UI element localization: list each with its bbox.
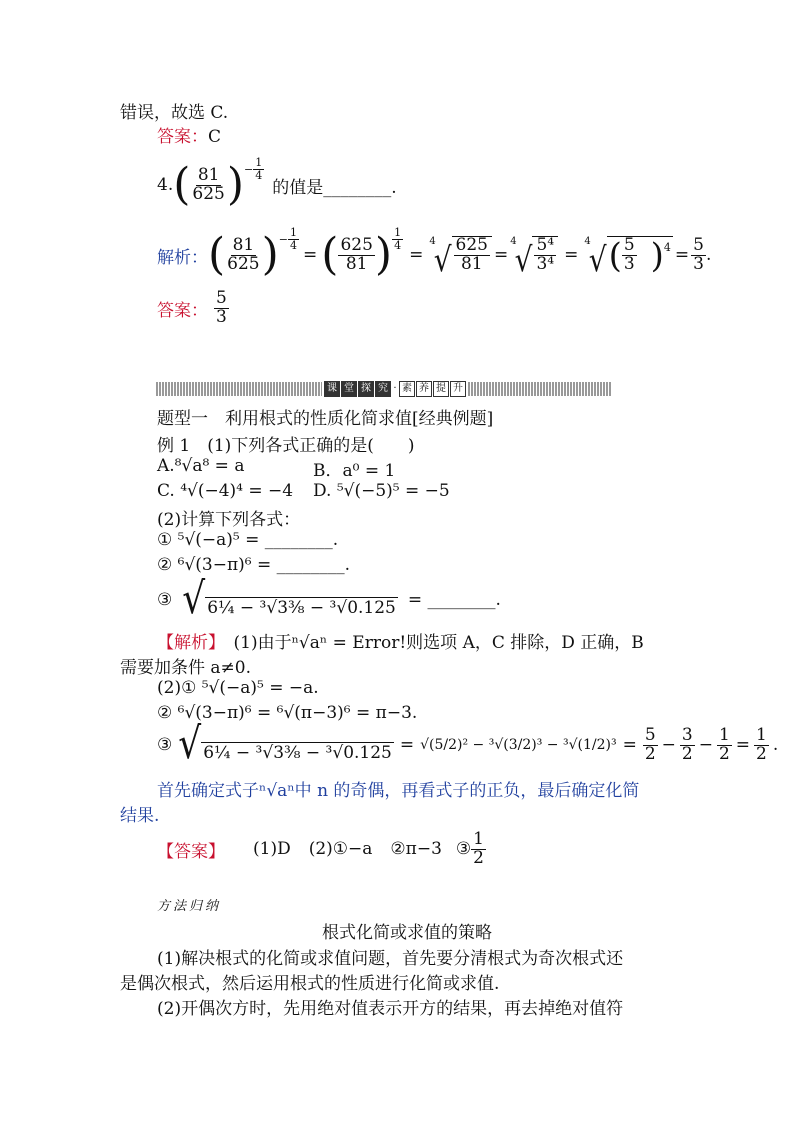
question-tail: 的值是________.	[272, 177, 397, 198]
example-question-1: 例 1 (1)下列各式正确的是( )	[157, 436, 415, 456]
method-title: 根式化简或求值的策略	[322, 923, 492, 943]
answer-line	[157, 122, 221, 147]
banner-char: 提	[433, 381, 449, 397]
math-term: $\frac{1}{2}$	[718, 724, 730, 764]
example-question-2: (2)计算下列各式：	[157, 510, 301, 530]
note-line-1: 首先确定式子ⁿ√aⁿ中 n 的奇偶，再看式子的正负，最后确定化简	[157, 781, 640, 801]
answer-value: C	[208, 127, 222, 147]
option-a: A.⁸√a⁸ = a	[157, 456, 245, 476]
solution-step-2: ② ⁶√(3−π)⁶ = ⁶√(π−3)⁶ = π−3.	[157, 703, 418, 723]
banner-char: 课	[324, 381, 340, 397]
solution-step-1: (2)① ⁵√(−a)⁵ = −a.	[157, 678, 319, 698]
answer-4: 答案： $\frac{5}{3}$	[157, 287, 227, 327]
section-banner-label	[322, 380, 468, 398]
exponent: − $\frac{1}{4}$	[244, 155, 263, 182]
method-tag: 方法归纳	[157, 899, 222, 914]
math-term: $\frac{5}{2}$	[644, 724, 656, 764]
question-number: 4.	[157, 175, 174, 195]
answer-label: 答案：	[157, 127, 208, 147]
banner-char: ·	[393, 383, 397, 394]
banner-char: 探	[358, 381, 374, 397]
method-p1-line2: 是偶次根式，然后运用根式的性质进行化简或求值.	[120, 974, 500, 994]
math-term: $\frac{3}{2}$	[681, 724, 693, 764]
math-term: $\frac{1}{2}$	[756, 724, 767, 764]
answer-label: 答案：	[157, 300, 208, 321]
banner-char: 升	[450, 381, 466, 397]
method-p2: (2)开偶次方时，先用绝对值表示开方的结果，再去掉绝对值符	[157, 999, 624, 1019]
calc-item-2: ② ⁶√(3−π)⁶ = ________.	[157, 555, 351, 575]
math-term: −	[661, 735, 676, 755]
solution-label: 【解析】	[157, 633, 217, 653]
solution-line-2: 需要加条件 a≠0.	[120, 658, 252, 678]
solution-step-3: ③ √ 6¼ − ³√3⅜ − ³√0.125 = √(5/2)² − ³√(3/2)³ − ³√(1/2)³ = $\frac{5}{2}$ − $\frac{3}{2}$ − $\frac{1}{2}$ = $\frac{1}{2}$ .	[157, 719, 779, 769]
banner-char: 究	[375, 381, 391, 397]
analysis-4: 解析： ( $\frac{81}{625}$ ) − $\frac{1}{4}$ = ( $\frac{625}{81}$ ) $\frac{1}{4}$ = 4 √ $\frac{625}{81}$ = 4 √ $\frac{\text{5⁴}}{\text{3⁴}}$ = 4 √ ( $\frac{5}{3}$ ) 4 = $\frac{5}{3}$ .	[157, 225, 712, 280]
option-c: C. ⁴√(−4)⁴ = −4	[157, 481, 294, 501]
answers-label: 【答案】	[157, 841, 225, 862]
method-p1-line1: (1)解决根式的化简或求值问题，首先要分清根式为奇次根式还	[157, 949, 624, 969]
banner-char: 堂	[341, 381, 357, 397]
section-title: 题型一 利用根式的性质化简求值[经典例题]	[157, 409, 494, 429]
banner-char: 养	[416, 381, 432, 397]
calc-item-3: ③ √ 6¼ − ³√3⅜ − ³√0.125 = ________.	[157, 574, 501, 624]
math-term: −	[698, 735, 713, 755]
answers-line: 【答案】 (1)D (2)①−a ②π−3 ③ $\frac{1}{2}$	[157, 828, 484, 868]
calc-item-1: ① ⁵√(−a)⁵ = ________.	[157, 530, 339, 550]
analysis-label: 解析：	[157, 247, 208, 268]
math-term: =	[735, 735, 751, 755]
solution-line-1: 【解析】 (1)由于ⁿ√aⁿ = Error!则选项 A，C 排除，D 正确，B	[157, 633, 644, 653]
option-b: B．a⁰ = 1	[313, 461, 396, 481]
radical: 4 √ $\frac{625}{81}$	[429, 236, 492, 274]
option-d: D. ⁵√(−5)⁵ = −5	[313, 481, 450, 501]
question-4: 4. ( $\frac{81}{625}$ ) − $\frac{1}{4}$ 的值是________.	[157, 155, 397, 210]
note-line-2: 结果.	[120, 806, 160, 826]
fraction: $\frac{81}{625}$	[192, 164, 225, 204]
text-line: 错误，故选 C.	[120, 103, 229, 123]
banner-char: 素	[399, 381, 415, 397]
math-term: .	[772, 735, 779, 755]
